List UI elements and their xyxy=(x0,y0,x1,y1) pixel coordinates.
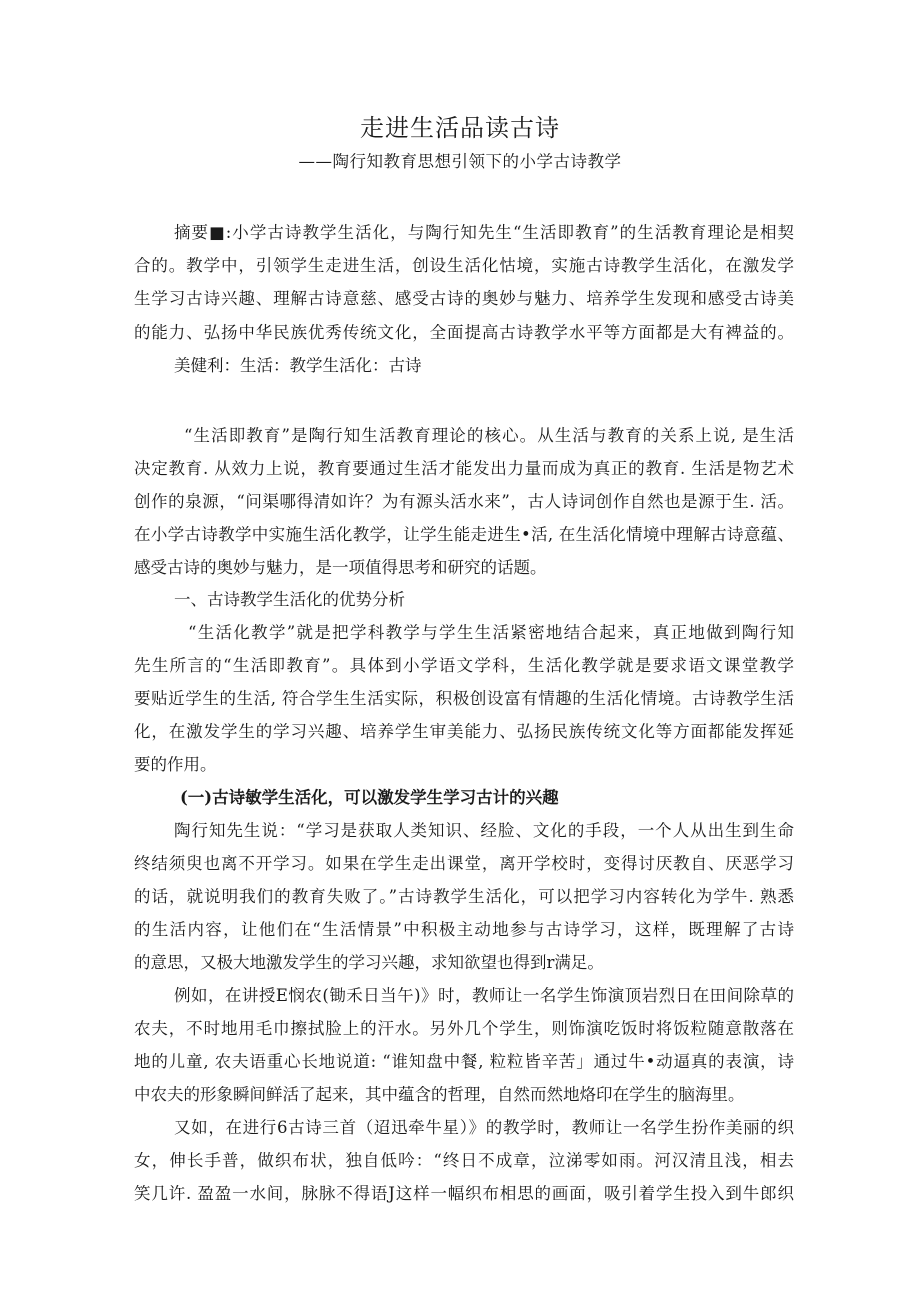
intro-line: 在小学古诗教学中实施生活化教学，让学生能走进生•活, 在生活化情境中理解古诗意蕴、 xyxy=(134,525,794,544)
section-line: 要的作用。 xyxy=(134,755,217,774)
intro-line: 创作的泉源，“问渠哪得清如许？为有源头活水来”，古人诗词创作自然也是源于生. 活。 xyxy=(134,492,794,511)
paragraph-line: 女，伸长手普，做织布状，独自低吟：“终日不成章，泣涕零如雨。河汉清且浅，相去 xyxy=(134,1151,794,1170)
paragraph-line: 农夫，不时地用毛巾擦拭脸上的汗水。另外几个学生，则饰演吃饭时将饭粒随意散落在 xyxy=(134,1019,794,1038)
document-title: 走进生活品读古诗 xyxy=(360,114,560,142)
section-heading: 一、古诗教学生活化的优势分析 xyxy=(174,590,405,609)
paragraph-line: 终结须臾也离不开学习。如果在学生走出课堂，离开学校时，变得讨厌教自、厌恶学习 xyxy=(134,854,794,873)
abstract-line: 的能力、弘扬中华民族优秀传统文化，全面提高古诗教学水平等方面都是大有裨益的。 xyxy=(134,323,794,342)
abstract-line: 摘要■:小学古诗教学生活化，与陶行知先生“生活即教育”的生活教育理论是相契 xyxy=(174,223,794,242)
paragraph-line: 中农夫的形象瞬间鲜活了起来，其中蕴含的哲理，自然而然地烙印在学生的脑海里。 xyxy=(134,1085,745,1104)
intro-line: “生活即教育”是陶行知生活教育理论的核心。从生活与教育的关系上说, 是生活 xyxy=(184,426,794,445)
abstract-line: 合的。教学中，引领学生走进生活，创设生活化怙境，实施古诗教学生活化，在激发学 xyxy=(134,256,794,275)
paragraph-line: 笑几许. 盈盈一水间，脉脉不得语J这样一幅织布相思的画面，吸引着学生投入到牛郎织 xyxy=(134,1184,794,1203)
paragraph-line: 地的儿童, 农夫语重心长地说道: “谁知盘中餐, 粒粒皆辛苦」通过牛•动逼真的表演，诗 xyxy=(134,1052,794,1071)
section-line: 化，在激发学生的学习兴趣、培养学生审美能力、弘扬民族传统文化等方面都能发挥延 xyxy=(134,722,794,741)
abstract-line: 生学习古诗兴趣、理解古诗意慈、感受古诗的奥妙与魅力、培养学生发现和感受古诗美 xyxy=(134,289,794,308)
paragraph-line: 的生活内容，让他们在“生活情景”中积极主动地参与古诗学习，这样，既理解了古诗 xyxy=(134,920,794,939)
section-line: 先生所言的“生活即教育”。具体到小学语文学科，生活化教学就是要求语文课堂教学 xyxy=(134,656,794,675)
subsection-heading: (一)古诗敏学生活化，可以激发学生学习古计的兴趣 xyxy=(180,788,559,807)
paragraph-line: 例如，在讲授E悯农(锄禾日当午)》时，教师让一名学生饰演顶岩烈日在田间除草的 xyxy=(174,986,794,1005)
paragraph-line: 陶行知先生说：“学习是获取人类知识、经脸、文化的手段，一个人从出生到生命 xyxy=(174,821,794,840)
paragraph-line: 的意思，又极大地激发学生的学习兴趣，求知欲望也得到r满足。 xyxy=(134,953,604,972)
intro-line: 感受古诗的奥妙与魅力，是一项值得思考和研究的话题。 xyxy=(134,558,547,577)
keywords: 美健利：生活：教学生活化：古诗 xyxy=(174,356,422,375)
intro-line: 决定教育. 从效力上说，教育要通过生活才能发出力量而成为真正的教育. 生活是物艺术 xyxy=(134,459,794,478)
section-line: 要贴近学生的生活, 符合学生生活实际，积极创设富有情趣的生活化情境。古诗教学生活 xyxy=(134,689,794,708)
paragraph-line: 的话，就说明我们的教育失败了。”古诗教学生活化，可以把学习内容转化为学牛. 熟悉 xyxy=(134,887,794,906)
section-line: “生活化教学”就是把学科教学与学生生活紧密地结合起来，真正地做到陶行知 xyxy=(188,623,794,642)
document-subtitle: ——陶行知教育思想引领下的小学古诗教学 xyxy=(298,152,622,171)
paragraph-line: 又如，在进行6古诗三首（迢迅牵牛星）》的教学时，教师让一名学生扮作美丽的织 xyxy=(174,1118,794,1137)
